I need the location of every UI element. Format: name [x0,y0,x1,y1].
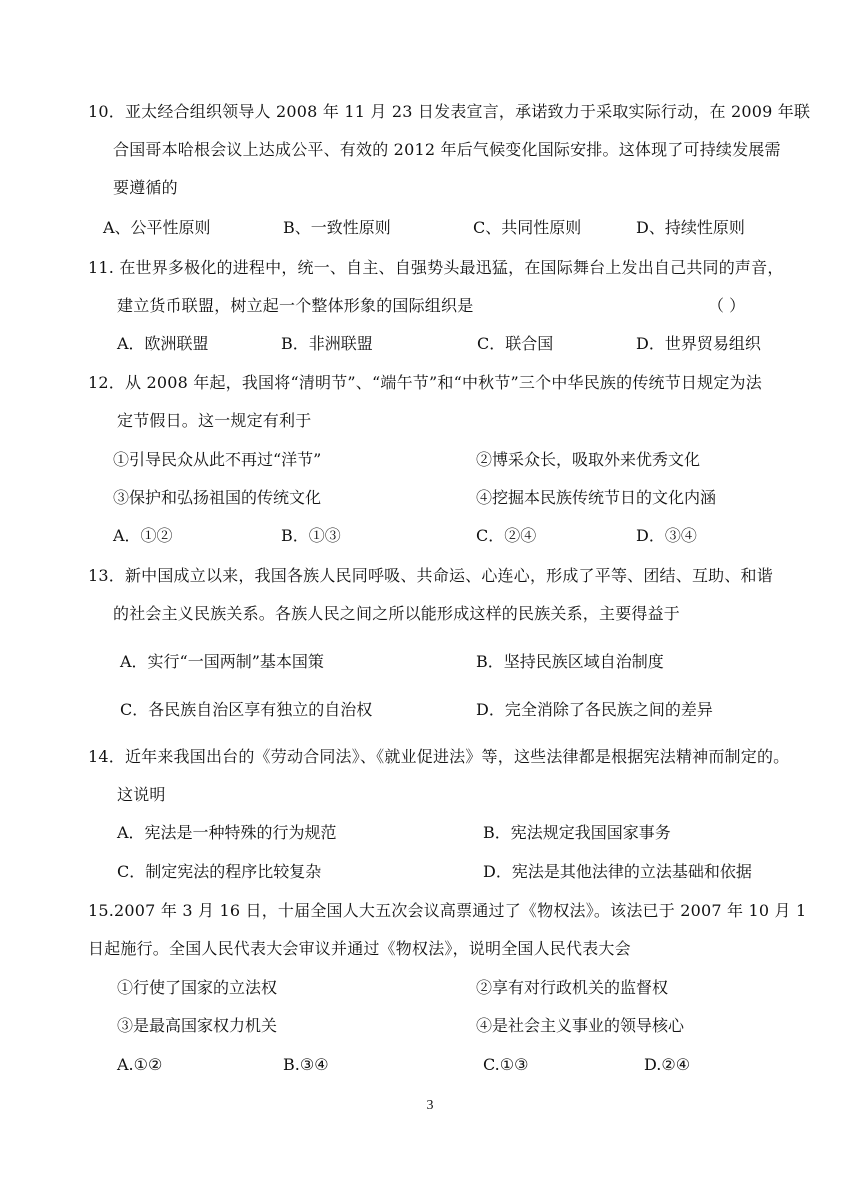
q12-option-b: B．①③ [281,526,341,545]
q15-statement-2: ②享有对行政机关的监督权 [476,978,669,997]
q10-line-2: 合国哥本哈根会议上达成公平、有效的 2012 年后气候变化国际安排。这体现了可持续发展需 [113,140,781,159]
q10-option-a: A、公平性原则 [103,218,211,237]
q14-option-d: D．宪法是其他法律的立法基础和依据 [483,862,752,881]
q11-option-c: C．联合国 [477,334,554,353]
q11-option-b: B．非洲联盟 [281,334,373,353]
q11-line-1: 11. 在世界多极化的进程中，统一、自主、自强势头最迅猛，在国际舞台上发出自己共同的声音， [88,258,784,277]
q13-option-d: D．完全消除了各民族之间的差异 [476,700,713,719]
q15-option-b: B.③④ [283,1055,329,1074]
q15-line-2: 日起施行。全国人民代表大会审议并通过《物权法》，说明全国人民代表大会 [88,939,631,958]
q15-statement-3: ③是最高国家权力机关 [117,1016,278,1035]
q15-option-c: C.①③ [483,1055,529,1074]
q14-line-1: 14．近年来我国出台的《劳动合同法》、《就业促进法》等，这些法律都是根据宪法精神而制定的。 [88,747,790,766]
q12-statement-2: ②博采众长，吸取外来优秀文化 [476,450,701,469]
q10-line-1: 10．亚太经合组织领导人 2008 年 11 月 23 日发表宣言，承诺致力于采取实际行动，在 2009 年联 [88,102,811,121]
q15-line-1: 15.2007 年 3 月 16 日，十届全国人大五次会议高票通过了《物权法》。该法已于 2007 年 10 月 1 [88,901,807,920]
q13-option-c: C．各民族自治区享有独立的自治权 [120,700,373,719]
q10-option-c: C、共同性原则 [473,218,582,237]
q11-answer-paren: （ ） [708,296,746,315]
q15-option-a: A.①② [117,1055,163,1074]
q10-option-d: D、持续性原则 [636,218,745,237]
q10-option-b: B、一致性原则 [283,218,391,237]
q14-option-c: C．制定宪法的程序比较复杂 [117,862,322,881]
q12-option-c: C．②④ [476,526,537,545]
q11-line-2: 建立货币联盟，树立起一个整体形象的国际组织是 [117,296,474,315]
q15-option-d: D.②④ [644,1055,691,1074]
q12-statement-4: ④挖掘本民族传统节日的文化内涵 [476,488,717,507]
q14-line-2: 这说明 [117,785,166,804]
q13-line-2: 的社会主义民族关系。各族人民之间之所以能形成这样的民族关系，主要得益于 [113,604,681,623]
q12-line-1: 12．从 2008 年起，我国将“清明节”、“端午节”和“中秋节”三个中华民族的传统节日规定为法 [88,373,762,392]
q12-statement-3: ③保护和弘扬祖国的传统文化 [113,488,322,507]
q14-option-b: B．宪法规定我国国家事务 [483,823,671,842]
q12-option-a: A．①② [113,526,173,545]
q15-statement-4: ④是社会主义事业的领导核心 [476,1016,685,1035]
q12-option-d: D．③④ [636,526,697,545]
page-number: 3 [426,1098,434,1113]
q12-statement-1: ①引导民众从此不再过“洋节” [113,450,322,469]
q13-option-b: B．坚持民族区域自治制度 [476,652,664,671]
q14-option-a: A．宪法是一种特殊的行为规范 [117,823,337,842]
q15-statement-1: ①行使了国家的立法权 [117,978,278,997]
q11-option-d: D．世界贸易组织 [636,334,761,353]
q12-line-2: 定节假日。这一规定有利于 [117,411,312,430]
q10-line-3: 要遵循的 [113,178,178,197]
q13-line-1: 13．新中国成立以来，我国各族人民同呼吸、共命运、心连心，形成了平等、团结、互助、和谐 [88,566,773,585]
q13-option-a: A．实行“一国两制”基本国策 [120,652,324,671]
q11-option-a: A．欧洲联盟 [117,334,209,353]
